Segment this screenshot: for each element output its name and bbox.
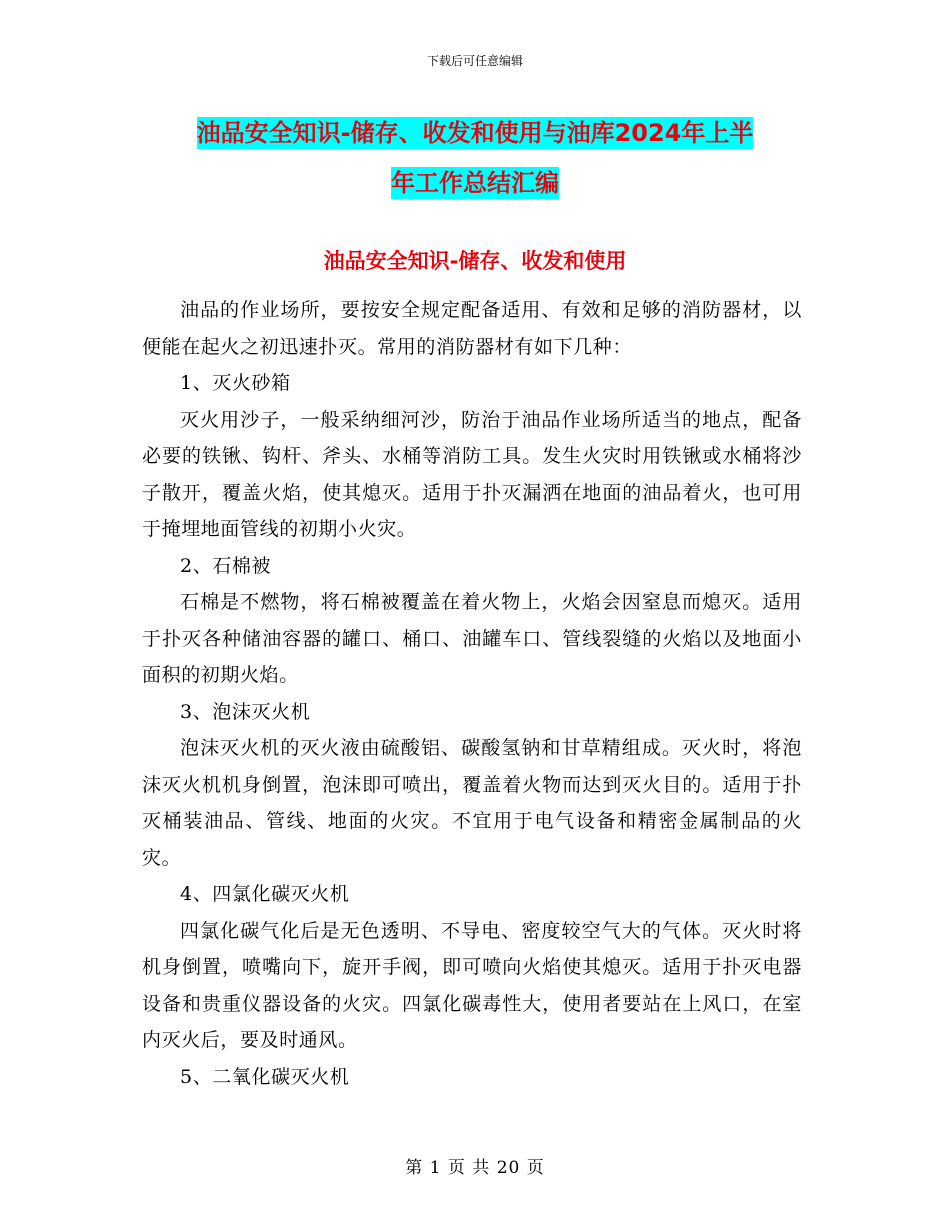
paragraph: 泡沫灭火机的灭火液由硫酸铝、碳酸氢钠和甘草精组成。灭火时，将泡沫灭火机机身倒置，泡沫即可喷出，覆盖着火物而达到灭火目的。适用于扑灭桶装油品、管线、地面的火灾。不宜用于电气设备和精密金属制品的火灾。 <box>142 737 802 869</box>
item-heading: 3、泡沫灭火机 <box>180 700 311 723</box>
title-line-2: 年工作总结汇编 <box>391 169 559 197</box>
item-heading: 2、石棉被 <box>180 554 272 577</box>
paragraph: 石棉是不燃物，将石棉被覆盖在着火物上，火焰会因窒息而熄灭。适用于扑灭各种储油容器的罐口、桶口、油罐车口、管线裂缝的火焰以及地面小面积的初期火焰。 <box>142 591 802 686</box>
page-footer: 第 1 页 共 20 页 <box>405 1158 545 1178</box>
paragraph: 油品的作业场所，要按安全规定配备适用、有效和足够的消防器材，以便能在起火之初迅速扑灭。常用的消防器材有如下几种： <box>142 299 802 358</box>
item-heading: 1、灭火砂箱 <box>180 372 291 394</box>
body-content <box>142 292 802 1095</box>
paragraph: 四氯化碳气化后是无色透明、不导电、密度较空气大的气体。灭火时将机身倒置，喷嘴向下，旋开手阀，即可喷向火焰使其熄灭。适用于扑灭电器设备和贵重仪器设备的火灾。四氯化碳毒性大，使用者要站在上风口，在室内灭火后，要及时通风。 <box>142 919 802 1051</box>
section-title: 油品安全知识-储存、收发和使用 <box>323 249 627 273</box>
document-title <box>120 108 830 208</box>
item-heading: 4、四氯化碳灭火机 <box>180 883 350 905</box>
header-note: 下载后可任意编辑 <box>426 54 523 68</box>
title-line-1: 油品安全知识-储存、收发和使用与油库2024年上半 <box>196 119 754 147</box>
paragraph: 灭火用沙子，一般采纳细河沙，防治于油品作业场所适当的地点，配备必要的铁锹、钩杆、斧头、水桶等消防工具。发生火灾时用铁锹或水桶将沙子散开，覆盖火焰，使其熄灭。适用于扑灭漏洒在地面的油品着火，也可用于掩埋地面管线的初期小火灾。 <box>142 408 802 540</box>
item-heading: 5、二氧化碳灭火机 <box>180 1065 350 1088</box>
